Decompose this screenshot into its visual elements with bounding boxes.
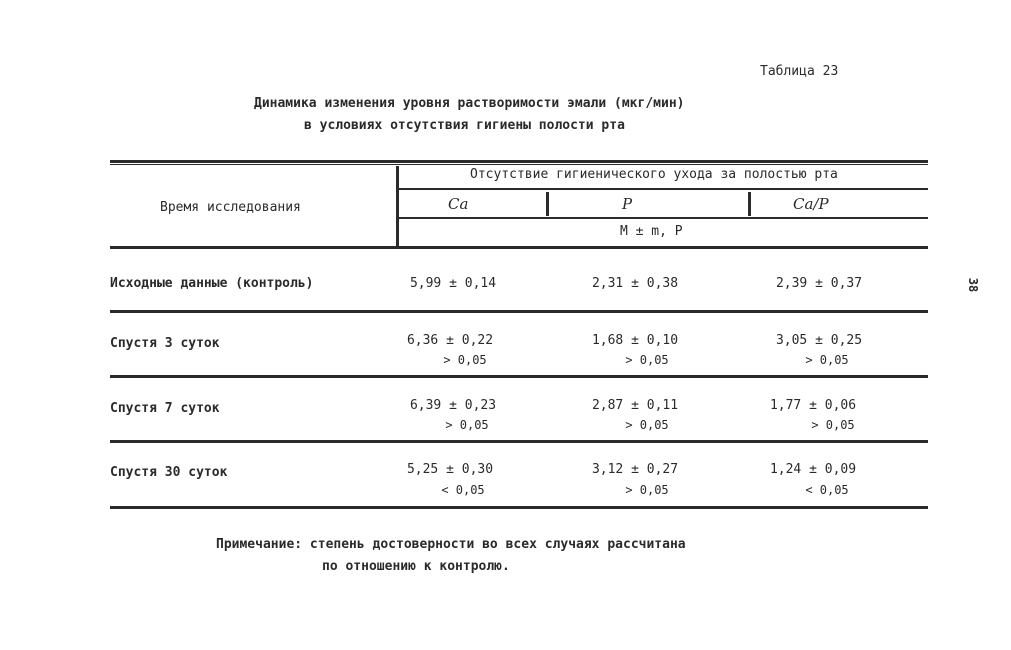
cell-30-days-ratio-significance: < 0,05	[805, 483, 849, 497]
cell-30-days-p: 3,12 ± 0,27	[591, 462, 679, 477]
cell-7-days-p: 2,87 ± 0,11	[591, 398, 679, 413]
header-bottom-rule	[110, 246, 928, 249]
cell-30-days-ratio: 1,24 ± 0,09	[769, 462, 857, 477]
row-divider-2	[110, 375, 928, 378]
cell-3-days-ratio: 3,05 ± 0,25	[775, 333, 863, 348]
row-label-30-days: Спустя 30 суток	[110, 465, 228, 480]
p-column-header: P	[622, 195, 633, 213]
cell-3-days-ca-significance: > 0,05	[443, 353, 487, 367]
row-label-3-days: Спустя 3 суток	[110, 336, 220, 351]
note-line-2: по отношению к контролю.	[322, 559, 510, 574]
header-vertical-divider	[396, 166, 399, 246]
table-top-rule	[110, 160, 928, 163]
cell-baseline-ratio: 2,39 ± 0,37	[775, 276, 863, 291]
time-column-header: Время исследования	[160, 200, 301, 215]
ca-p-ratio-column-header: Ca/P	[793, 195, 829, 213]
cell-30-days-p-significance: > 0,05	[625, 483, 669, 497]
cell-3-days-ratio-significance: > 0,05	[805, 353, 849, 367]
cell-7-days-ca-significance: > 0,05	[445, 418, 489, 432]
page-number: 38	[966, 277, 981, 293]
cell-30-days-ca: 5,25 ± 0,30	[406, 462, 494, 477]
cell-7-days-p-significance: > 0,05	[625, 418, 669, 432]
table-caption-line-2: в условиях отсутствия гигиены полости рта	[304, 118, 625, 133]
group-header: Отсутствие гигиенического ухода за полостью рта	[470, 167, 838, 182]
subcolumn-rule	[398, 217, 928, 219]
cell-7-days-ca: 6,39 ± 0,23	[409, 398, 497, 413]
cell-baseline-ca: 5,99 ± 0,14	[409, 276, 497, 291]
cell-7-days-ratio-significance: > 0,05	[811, 418, 855, 432]
note-line-1: Примечание: степень достоверности во всех случаях рассчитана	[216, 537, 686, 552]
ca-column-header: Ca	[448, 195, 469, 213]
row-divider-3	[110, 440, 928, 443]
row-label-baseline: Исходные данные (контроль)	[110, 276, 314, 291]
cell-baseline-p: 2,31 ± 0,38	[591, 276, 679, 291]
cell-3-days-p: 1,68 ± 0,10	[591, 333, 679, 348]
cell-3-days-ca: 6,36 ± 0,22	[406, 333, 494, 348]
subcolumn-divider-1	[546, 192, 549, 216]
row-label-7-days: Спустя 7 суток	[110, 401, 220, 416]
cell-7-days-ratio: 1,77 ± 0,06	[769, 398, 857, 413]
table-number: Таблица 23	[760, 64, 839, 79]
table-bottom-rule	[110, 506, 928, 509]
subcolumn-divider-2	[748, 192, 751, 216]
table-caption-line-1: Динамика изменения уровня растворимости эмали (мкг/мин)	[254, 96, 685, 111]
cell-30-days-ca-significance: < 0,05	[441, 483, 485, 497]
row-divider-1	[110, 310, 928, 313]
group-header-rule	[398, 188, 928, 190]
cell-3-days-p-significance: > 0,05	[625, 353, 669, 367]
table-top-rule-thin	[110, 164, 928, 165]
statistics-header: М ± m, P	[620, 224, 683, 239]
